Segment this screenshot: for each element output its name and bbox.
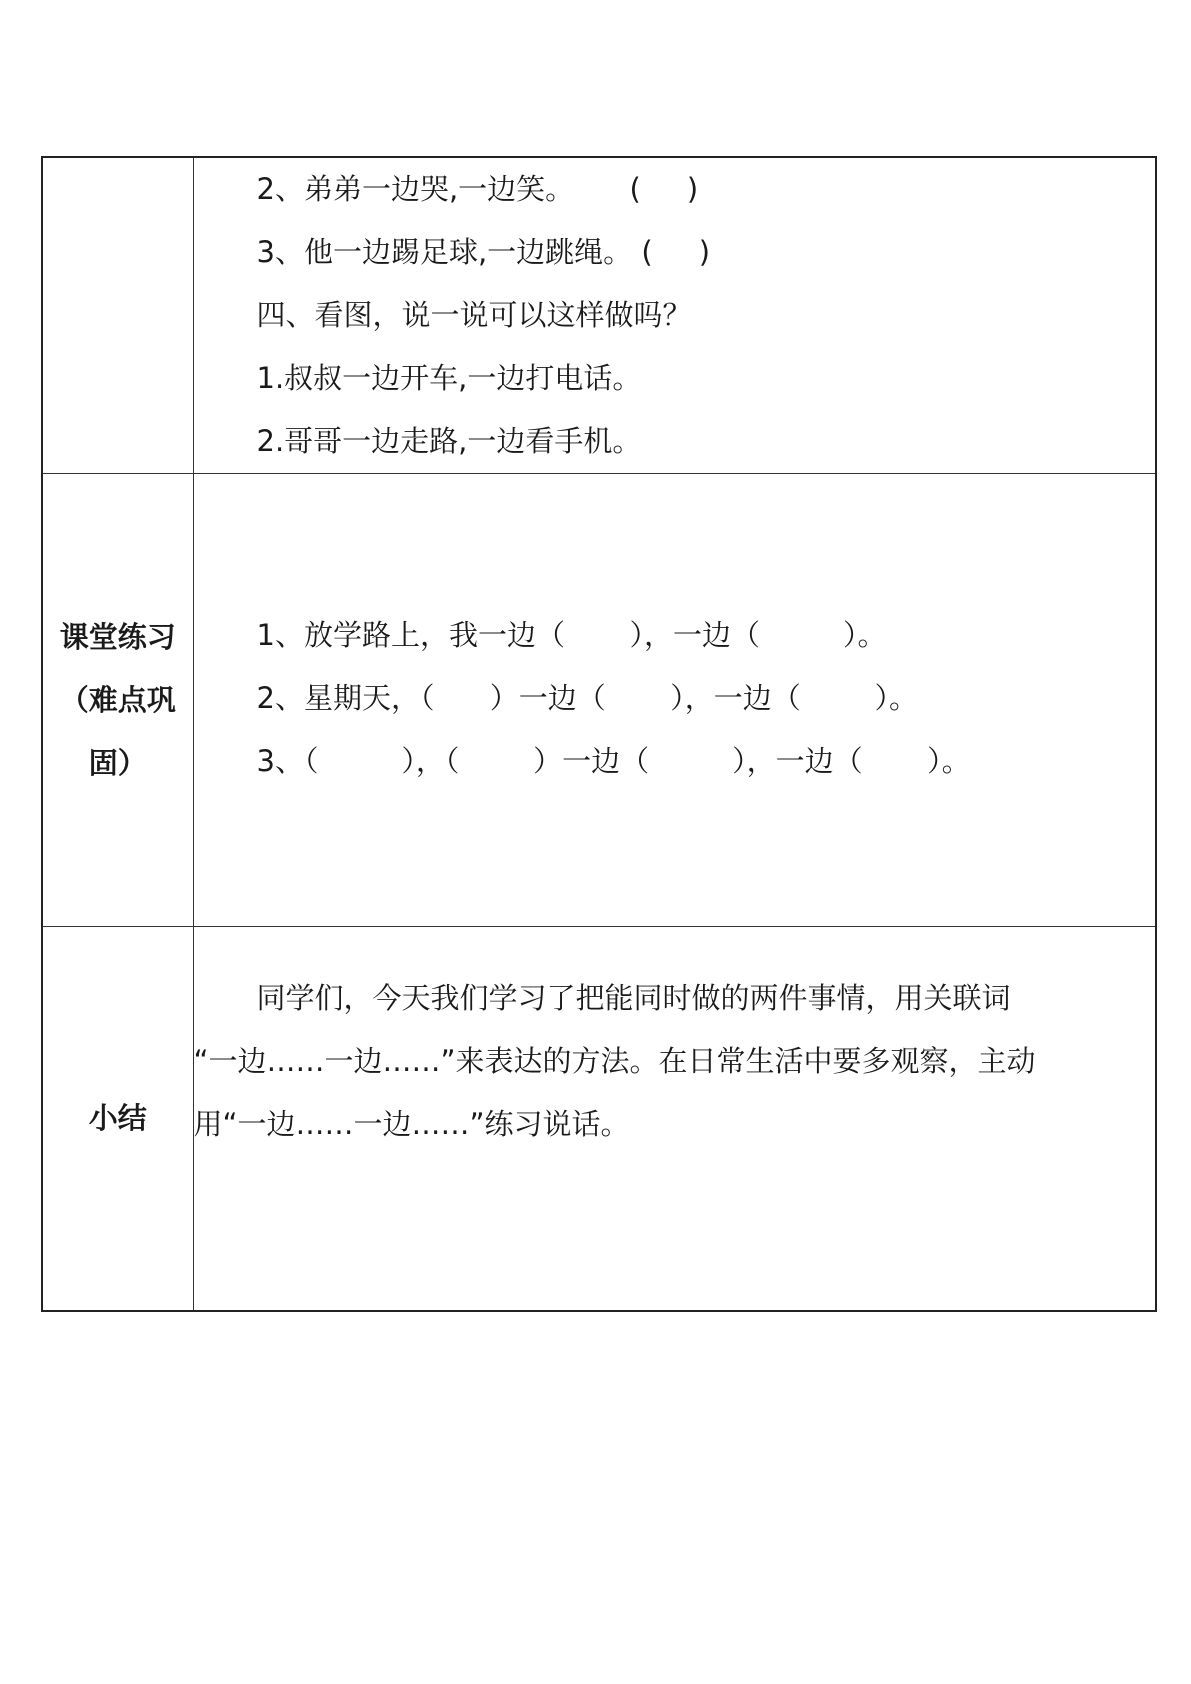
row-label-practice: 课堂练习（难点巩固） [42,474,193,927]
row-content-summary [193,927,1156,1312]
table-row-exercises [42,157,1156,474]
row-content-exercises [193,157,1156,474]
picture-question-2: 2.哥哥一边走路,一边看手机。 [256,424,642,458]
exercise-line-1: 2、弟弟一边哭,一边笑。 ( ) [256,172,699,206]
practice-line-1: 1、放学路上，我一边（ ），一边（ ）。 [256,618,887,652]
practice-line-3: 3、（ ），（ ）一边（ ），一边（ ）。 [256,744,971,778]
summary-line-1: 同学们，今天我们学习了把能同时做的两件事情，用关联词 [256,981,1011,1015]
exercise-line-2: 3、他一边踢足球,一边跳绳。 ( ) [256,235,711,269]
practice-line-2: 2、星期天，（ ）一边（ ），一边（ ）。 [256,681,919,715]
summary-line-2: “一边……一边……”来表达的方法。在日常生活中要多观察，主动 [193,1044,1036,1078]
table-row-practice [42,474,1156,927]
section-four-heading: 四、看图，说一说可以这样做吗？ [256,298,692,332]
lesson-plan-table [41,156,1157,1312]
table-row-summary [42,927,1156,1312]
summary-line-3: 用“一边……一边……”练习说话。 [193,1107,630,1141]
picture-question-1: 1.叔叔一边开车,一边打电话。 [256,361,642,395]
row-content-practice [193,474,1156,927]
row-label-summary: 小结 [42,927,193,1312]
